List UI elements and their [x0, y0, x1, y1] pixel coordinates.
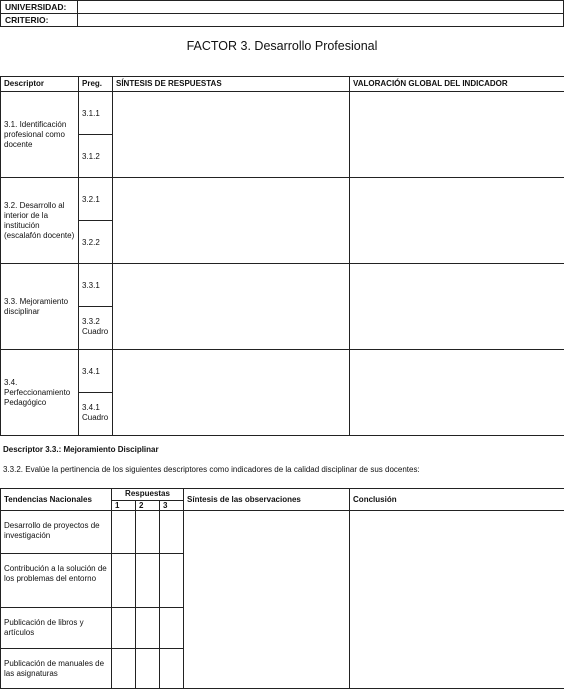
question-3-4-1-cuadro: 3.4.1 Cuadro	[79, 393, 113, 436]
criterio-field[interactable]	[78, 14, 564, 27]
header-table	[0, 0, 564, 27]
col-header-valoracion: VALORACIÓN GLOBAL DEL INDICADOR	[350, 77, 564, 92]
descriptor-3-2: 3.2. Desarrollo al interior de la institución (escalafón docente)	[1, 178, 79, 264]
instruction-text: 3.3.2. Evalúe la pertinencia de los siguientes descriptores como indicadores de la calidad disciplinar de sus docentes:	[3, 465, 420, 474]
trend-row-4: Publicación de manuales de las asignaturas	[1, 649, 112, 689]
question-3-3-1: 3.3.1	[79, 264, 113, 307]
col-header-tendencias: Tendencias Nacionales	[1, 489, 112, 511]
resp-cell-3-2[interactable]	[136, 608, 160, 649]
question-3-1-1: 3.1.1	[79, 92, 113, 135]
question-3-2-2: 3.2.2	[79, 221, 113, 264]
resp-cell-4-3[interactable]	[160, 649, 184, 689]
resp-cell-1-3[interactable]	[160, 511, 184, 554]
col-header-preg: Preg.	[79, 77, 113, 92]
resp-cell-2-2[interactable]	[136, 554, 160, 608]
resp-cell-2-3[interactable]	[160, 554, 184, 608]
sintesis-cell-3-3[interactable]	[113, 264, 350, 350]
resp-cell-3-1[interactable]	[112, 608, 136, 649]
descriptor-subheading: Descriptor 3.3.: Mejoramiento Disciplinar	[3, 445, 159, 454]
universidad-label: UNIVERSIDAD:	[1, 1, 78, 14]
col-header-descriptor: Descriptor	[1, 77, 79, 92]
universidad-field[interactable]	[78, 1, 564, 14]
resp-cell-4-2[interactable]	[136, 649, 160, 689]
factor-table	[0, 76, 564, 436]
resp-cell-2-1[interactable]	[112, 554, 136, 608]
page-title: FACTOR 3. Desarrollo Profesional	[186, 39, 378, 53]
resp-cell-1-2[interactable]	[136, 511, 160, 554]
valoracion-cell-3-4[interactable]	[350, 350, 564, 436]
trend-row-1: Desarrollo de proyectos de investigación	[1, 511, 112, 554]
valoracion-cell-3-1[interactable]	[350, 92, 564, 178]
resp-cell-3-3[interactable]	[160, 608, 184, 649]
descriptor-3-4: 3.4. Perfeccionamiento Pedagógico	[1, 350, 79, 436]
resp-num-1: 1	[112, 501, 136, 511]
sintesis-cell-3-1[interactable]	[113, 92, 350, 178]
descriptor-3-3: 3.3. Mejoramiento disciplinar	[1, 264, 79, 350]
sintesis-cell-3-4[interactable]	[113, 350, 350, 436]
resp-num-3: 3	[160, 501, 184, 511]
resp-num-2: 2	[136, 501, 160, 511]
col-header-sintesis: SÍNTESIS DE RESPUESTAS	[113, 77, 350, 92]
resp-cell-4-1[interactable]	[112, 649, 136, 689]
conclusion-cell[interactable]	[350, 511, 564, 689]
trend-row-3: Publicación de libros y artículos	[1, 608, 112, 649]
resp-cell-1-1[interactable]	[112, 511, 136, 554]
question-3-1-2: 3.1.2	[79, 135, 113, 178]
sintesis-obs-cell[interactable]	[184, 511, 350, 689]
col-header-respuestas: Respuestas	[112, 489, 184, 501]
question-3-4-1: 3.4.1	[79, 350, 113, 393]
tendencias-table	[0, 488, 564, 689]
valoracion-cell-3-3[interactable]	[350, 264, 564, 350]
question-3-3-2: 3.3.2 Cuadro	[79, 307, 113, 350]
question-3-2-1: 3.2.1	[79, 178, 113, 221]
descriptor-3-1: 3.1. Identificación profesional como docente	[1, 92, 79, 178]
col-header-conclusion: Conclusión	[350, 489, 564, 511]
sintesis-cell-3-2[interactable]	[113, 178, 350, 264]
criterio-label: CRITERIO:	[1, 14, 78, 27]
trend-row-2: Contribución a la solución de los problemas del entorno	[1, 554, 112, 608]
col-header-sintesis-obs: Síntesis de las observaciones	[184, 489, 350, 511]
valoracion-cell-3-2[interactable]	[350, 178, 564, 264]
